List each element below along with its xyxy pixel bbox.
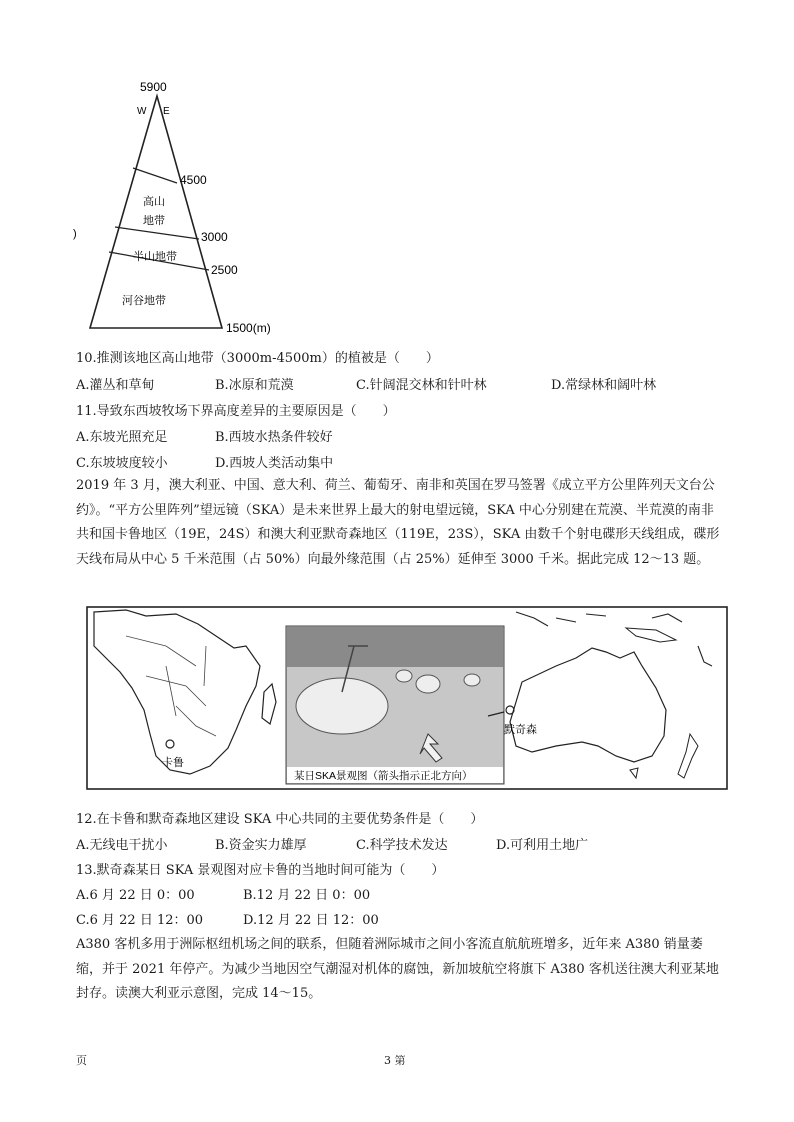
zone-high-line1: 高山 xyxy=(143,196,165,208)
q12-option-a: A.无线电干扰小 xyxy=(76,838,168,853)
q13-option-a: A.6 月 22 日 0：00 xyxy=(76,888,195,903)
footer-left: 页 xyxy=(76,1054,87,1067)
q12-option-d: D.可利用土地广 xyxy=(496,838,589,853)
q13-option-c: C.6 月 22 日 12：00 xyxy=(76,913,204,928)
ska-map-figure xyxy=(86,606,728,790)
zone-high-line2: 地带 xyxy=(143,215,165,227)
label-top: 5900 xyxy=(140,80,167,94)
label-e: E xyxy=(163,106,170,117)
label-3000: 3000 xyxy=(201,230,228,244)
zone-mid: 半山地带 xyxy=(133,251,177,263)
q10-option-d: D.常绿林和阔叶林 xyxy=(551,378,657,393)
q11-option-d: D.西坡人类活动集中 xyxy=(215,456,334,471)
mountain-triangle xyxy=(90,96,222,328)
q11-option-c: C.东坡坡度较小 xyxy=(76,456,168,471)
page-number: 3 第 xyxy=(384,1054,406,1067)
label-4500: 4500 xyxy=(180,173,207,187)
zone-valley: 河谷地带 xyxy=(122,295,166,307)
dish-antenna-small-2 xyxy=(416,675,440,693)
line-4500 xyxy=(133,168,177,183)
mountain-zone-diagram xyxy=(60,74,300,340)
margin-mark: ) xyxy=(73,228,77,240)
murchison-label: 默奇森 xyxy=(504,724,537,736)
a380-passage: A380 客机多用于洲际枢纽机场之间的联系，但随着洲际城市之间小客流直航航班增多，近年来 A380 销量萎缩，并于 2021 年停产。为减少当地因空气潮湿对机体的腐蚀，新加坡航空将旗下 A380 客机送往澳大利亚某地封存。读澳大利亚示意图，完成 14～15。 xyxy=(76,937,719,1001)
q10-option-a: A.灌丛和草甸 xyxy=(76,378,155,393)
q10-option-b: B.冰原和荒漠 xyxy=(215,378,294,393)
ska-passage: 2019 年 3 月，澳大利亚、中国、意大利、荷兰、葡萄牙、南非和英国在罗马签署《成立平方公里阵列天文台公约》。“平方公里阵列”望远镜（SKA）是未来世界上最大的射电望远镜，SKA 中心分别建在荒漠、半荒漠的南非共和国卡鲁地区（19E，24S）和澳大利亚默奇森地区（119E，23S），SKA 由数千个射电碟形天线组成，碟形天线布局从中心 5 千米范围（占 50%）向最外缘范围（占 25%）延伸至 3000 千米。据此完成 12～13 题。 xyxy=(76,478,720,567)
label-2500: 2500 xyxy=(211,263,238,277)
q11-stem: 11.导致东西坡牧场下界高度差异的主要原因是（ ） xyxy=(76,404,396,419)
q13-option-d: D.12 月 22 日 12：00 xyxy=(243,913,379,928)
label-base: 1500(m) xyxy=(226,321,271,335)
label-w: W xyxy=(137,106,147,117)
karoo-label: 卡鲁 xyxy=(162,757,184,769)
dish-antenna-large xyxy=(296,678,388,734)
q12-stem: 12.在卡鲁和默奇森地区建设 SKA 中心共同的主要优势条件是（ ） xyxy=(76,812,484,827)
dish-antenna-small-1 xyxy=(396,670,412,682)
photo-caption: 某日SKA景观图（箭头指示正北方向） xyxy=(294,770,473,782)
q13-stem: 13.默奇森某日 SKA 景观图对应卡鲁的当地时间可能为（ ） xyxy=(76,863,445,878)
q13-option-b: B.12 月 22 日 0：00 xyxy=(243,888,371,903)
q12-option-c: C.科学技术发达 xyxy=(356,838,448,853)
q12-option-b: B.资金实力雄厚 xyxy=(215,838,307,853)
q10-option-c: C.针阔混交林和针叶林 xyxy=(356,378,487,393)
dish-antenna-small-3 xyxy=(464,674,480,686)
q11-option-a: A.东坡光照充足 xyxy=(76,430,168,445)
q11-option-b: B.西坡水热条件较好 xyxy=(215,430,333,445)
line-3000 xyxy=(115,227,199,239)
photo-sky xyxy=(287,627,503,667)
q10-stem: 10.推测该地区高山地带（3000m-4500m）的植被是（ ） xyxy=(76,351,439,366)
